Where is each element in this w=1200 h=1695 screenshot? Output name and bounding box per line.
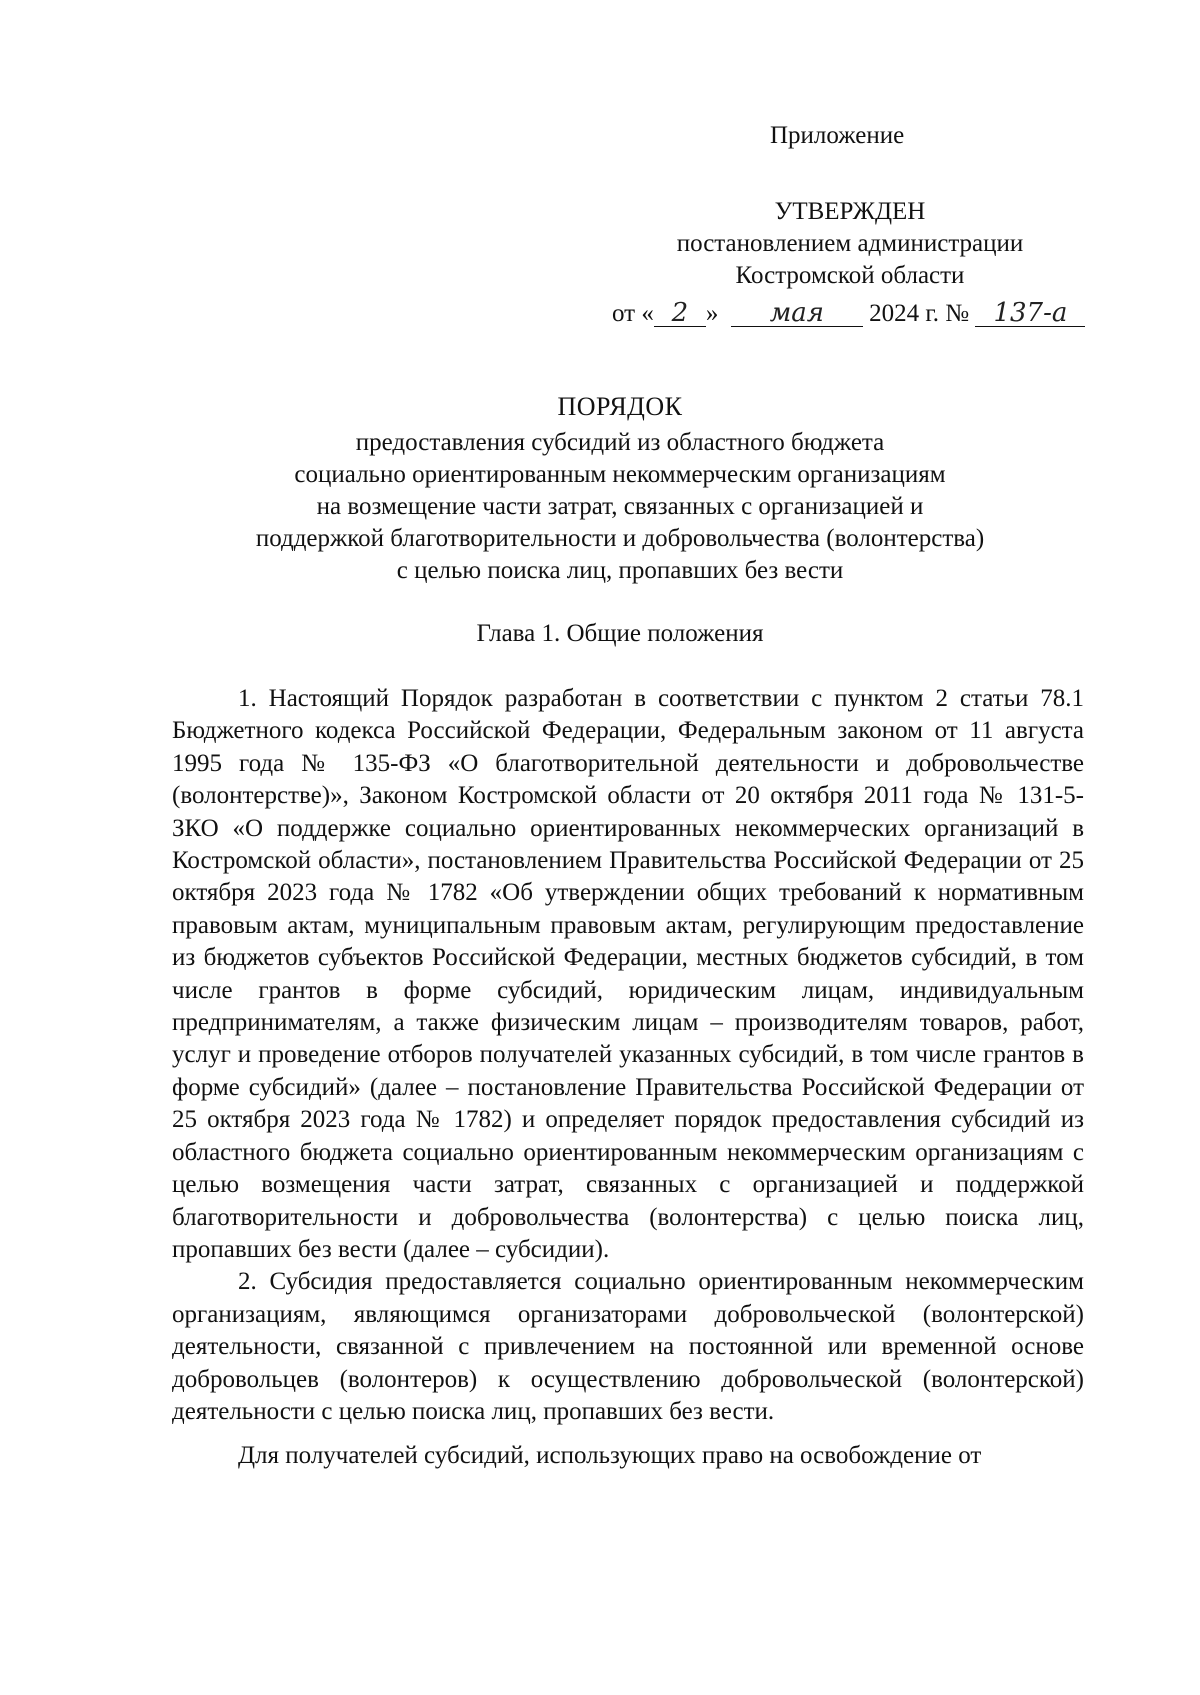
title-subline-4: поддержкой благотворительности и добровольчества (волонтерства) [255,525,985,552]
title-subline-5: с целью поиска лиц, пропавших без вести [396,557,844,584]
paragraph-1: 1. Настоящий Порядок разработан в соответствии с пунктом 2 статьи 78.1 Бюджетного кодекса Российской Федерации, Федеральным законом от 11 августа 1995 года № 135-ФЗ «О благотворительной деятельности и добровольчестве (волонтерстве)», Законом Костромской области от 20 октября 2011 года № 131-5-ЗКО «О поддержке социально ориентированных некоммерческих организаций в Костромской области», постановлением Правительства Российской Федерации от 25 октября 2023 года № 1782 «Об утверждении общих требований к нормативным правовым актам, муниципальным правовым актам, регулирующим предоставление из бюджетов субъектов Российской Федерации, местных бюджетов субсидий, в том числе грантов в форме субсидий, юридическим лицам, индивидуальным предпринимателям, а также физическим лицам – производителям товаров, работ, услуг и проведение отборов получателей указанных субсидий, в том числе грантов в форме субсидий» (далее – постановление Правительства Российской Федерации от 25 октября 2023 года № 1782) и определяет порядок предоставления субсидий из областного бюджета социально ориентированным некоммерческим организациям с целью возмещения части затрат, связанных с организацией и поддержкой благотворительности и добровольчества (волонтерства) с целью поиска лиц, пропавших без вести (далее – субсидии). [172,685,1084,1263]
body-text [172,683,1084,1473]
title-subline-2: социально ориентированным некоммерческим организациям [294,461,946,488]
approved-by-line-2: Костромской области [735,262,965,289]
date-mid: » [705,300,719,327]
approved-stamp-title: УТВЕРЖДЕН [774,198,926,225]
chapter-heading: Глава 1. Общие положения [476,620,764,647]
approved-by-line-1: постановлением администрации [676,230,1024,257]
date-prefix: от « [612,300,654,327]
handwritten-number: 137-а [975,300,1085,327]
handwritten-day: 2 [654,300,706,327]
date-year: 2024 г. № [869,300,970,327]
paragraph-2: 2. Субсидия предоставляется социально ориентированным некоммерческим организациям, являющимся организаторами добровольческой (волонтерской) деятельности, связанной с привлечением на постоянной или временной основе добровольцев (волонтеров) к осуществлению добровольческой (волонтерской) деятельности с целью поиска лиц, пропавших без вести. [172,1268,1084,1425]
appendix-label: Приложение [770,122,905,149]
title-subline-1: предоставления субсидий из областного бюджета [355,429,885,456]
document-title: ПОРЯДОК [557,392,683,421]
paragraph-3: Для получателей субсидий, использующих право на освобождение от [238,1442,982,1470]
handwritten-month: мая [731,300,863,327]
title-subline-3: на возмещение части затрат, связанных с организацией и [316,493,924,520]
approval-date-line [612,298,1085,330]
